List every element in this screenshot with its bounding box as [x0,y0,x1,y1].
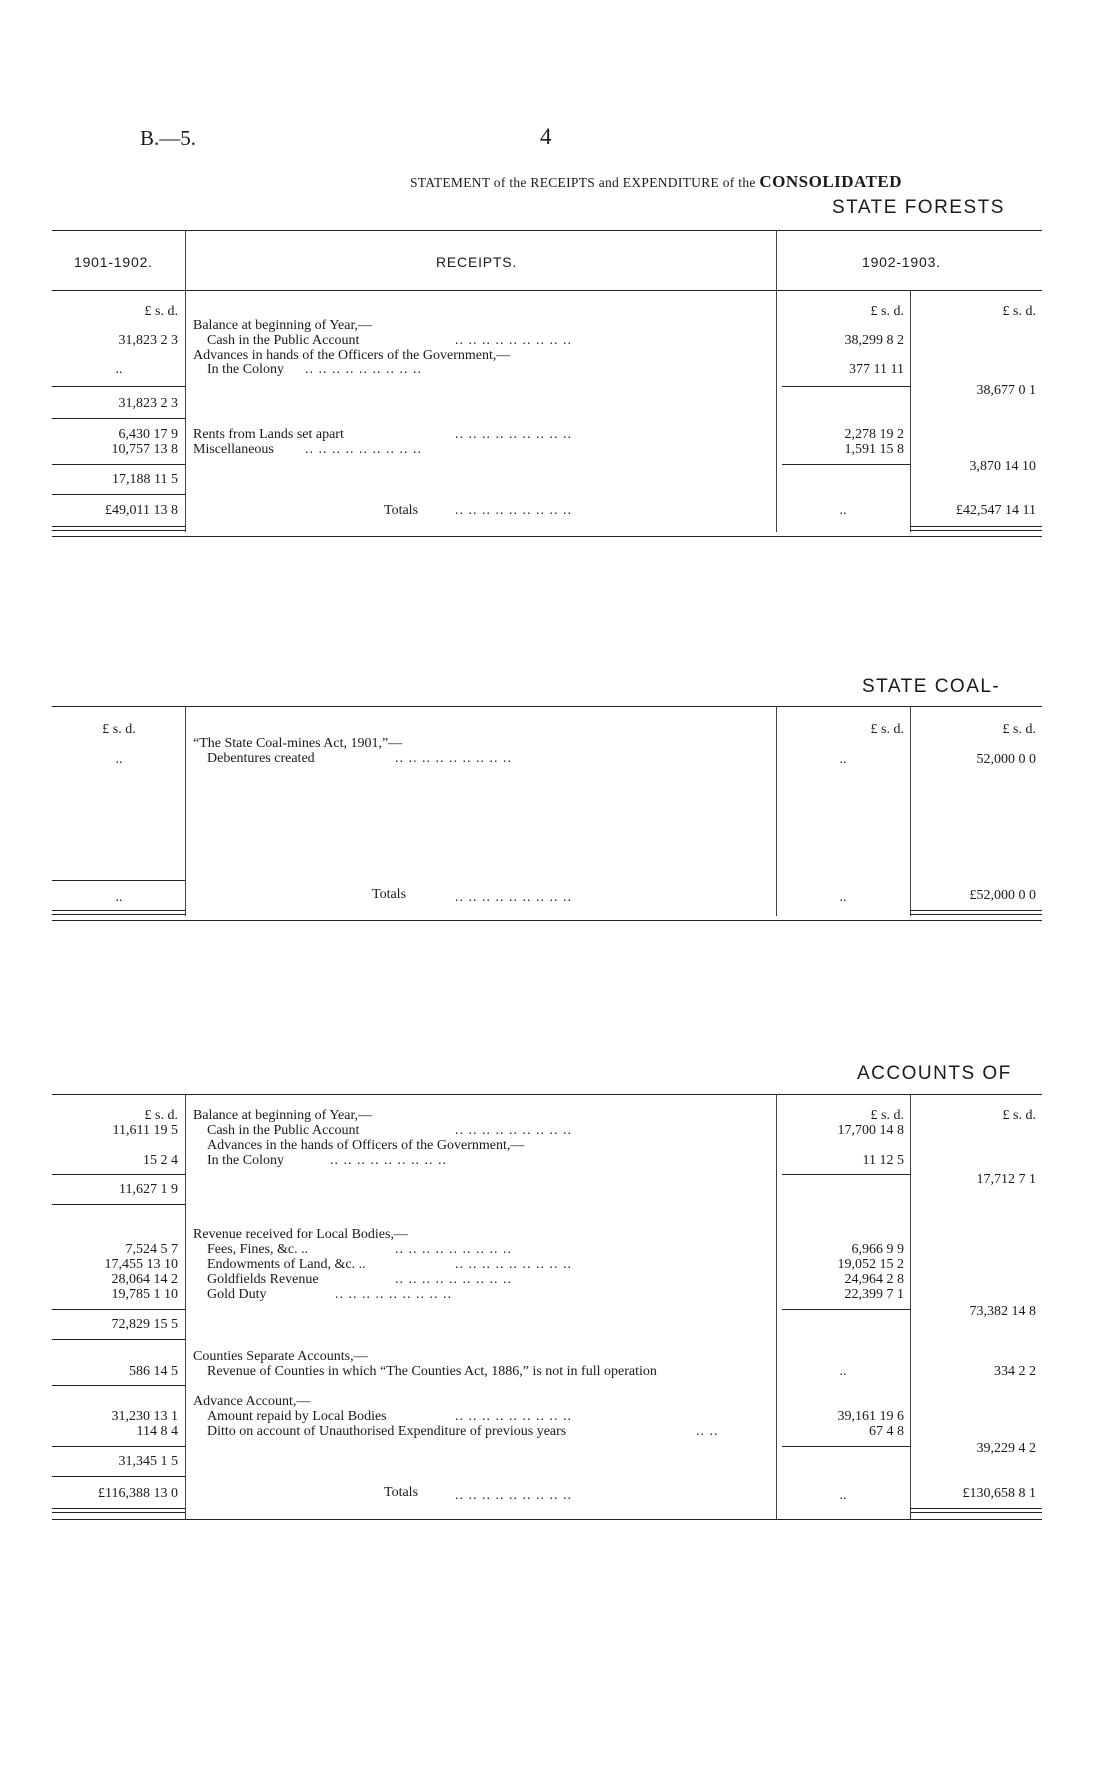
label: “The State Coal-mines Act, 1901,”— [193,736,403,751]
table-top-rule [52,230,1042,231]
totals-curr: £52,000 0 0 [969,888,1036,903]
label: Rents from Lands set apart [193,427,344,442]
value: 31,823 2 3 [118,333,178,348]
leader-dots: .. .. .. .. .. .. .. .. .. [455,1123,572,1138]
lsd-mid: £ s. d. [870,722,904,737]
value: 28,064 14 2 [111,1272,178,1287]
subtotal-rule [52,1174,185,1175]
value: 11,611 19 5 [112,1123,178,1138]
value: .. [115,752,123,767]
subtotal-rule [782,1309,910,1310]
totals-double-rule [910,910,1042,915]
value: 377 11 11 [849,362,904,377]
value: 11 12 5 [862,1153,904,1168]
table-top-rule [52,706,1042,707]
statement-heading [410,172,902,192]
totals-double-rule [52,526,185,531]
label: Cash in the Public Account [207,1123,360,1138]
col-rule [185,1094,186,1519]
value: 19,785 1 10 [111,1287,178,1302]
leader-dots: .. .. [696,1424,719,1439]
lsd-prev: £ s. d. [144,1108,178,1123]
leader-dots: .. .. .. .. .. .. .. .. .. [305,362,422,377]
subtotal-rule [782,464,910,465]
subtotal-rule [52,1385,185,1386]
totals-mid: .. [839,890,847,905]
subtotal-rule [52,494,185,495]
value: 3,870 14 10 [969,459,1036,474]
value: .. [839,752,847,767]
label: Amount repaid by Local Bodies [207,1409,387,1424]
value: 31,230 13 1 [111,1409,178,1424]
table-bottom-rule [52,920,1042,921]
totals-prev: .. [115,890,123,905]
value: 31,345 1 5 [118,1454,178,1469]
label: Advances in the hands of Officers of the Government,— [207,1138,525,1153]
value: .. [839,1364,847,1379]
value: 7,524 5 7 [125,1242,178,1257]
label: Advances in hands of the Officers of the Government,— [193,348,511,363]
lsd-curr: £ s. d. [1002,1108,1036,1123]
col-rule [776,1094,777,1519]
subtotal-rule [52,464,185,465]
col-header-1901-1902: 1901-1902. [74,254,153,270]
value: 17,700 14 8 [837,1123,904,1138]
subtotal-rule [52,1339,185,1340]
label: Debentures created [207,751,315,766]
value: 334 2 2 [994,1364,1036,1379]
col-rule [910,290,911,532]
table-bottom-rule [52,1519,1042,1520]
header-rule [52,290,1042,291]
leader-dots: .. .. .. .. .. .. .. .. .. [455,427,572,442]
value: 17,188 11 5 [112,472,178,487]
section-title-accounts-of: ACCOUNTS OF [857,1063,1012,1084]
totals-prev: £116,388 13 0 [98,1486,178,1501]
leader-dots: .. .. .. .. .. .. .. .. .. [455,333,572,348]
label: Cash in the Public Account [207,333,360,348]
value: 15 2 4 [143,1153,178,1168]
label: Advance Account,— [193,1394,311,1409]
col-rule [910,1094,911,1519]
leader-dots: .. .. .. .. .. .. .. .. .. [395,1272,512,1287]
totals-double-rule [52,1508,185,1513]
col-header-receipts: RECEIPTS. [436,254,518,270]
col-header-1902-1903: 1902-1903. [862,254,941,270]
lsd-prev: £ s. d. [102,722,136,737]
label: Miscellaneous [193,442,274,457]
value: 39,229 4 2 [976,1441,1036,1456]
value: 52,000 0 0 [976,752,1036,767]
totals-label: Totals [384,1485,419,1500]
value: 17,712 7 1 [976,1172,1036,1187]
label: Fees, Fines, &c. .. [207,1242,309,1257]
label: Goldfields Revenue [207,1272,319,1287]
label: Endowments of Land, &c. .. [207,1257,366,1272]
label: Revenue of Counties in which “The Counties Act, 1886,” is not in full operation [207,1364,657,1379]
totals-label: Totals [384,503,419,518]
subtotal-rule [782,1174,910,1175]
subtotal-rule [782,1446,910,1447]
totals-curr: £130,658 8 1 [962,1486,1036,1501]
leader-dots: .. .. .. .. .. .. .. .. .. [455,503,572,518]
subtotal-rule [782,386,910,387]
totals-curr: £42,547 14 11 [956,503,1036,518]
table-top-rule [52,1094,1042,1095]
label: Revenue received for Local Bodies,— [193,1227,408,1242]
subtotal-rule [52,386,185,387]
label: Gold Duty [207,1287,267,1302]
subtotal-rule [52,1476,185,1477]
totals-mid: .. [839,1488,847,1503]
value: 67 4 8 [869,1424,904,1439]
leader-dots: .. .. .. .. .. .. .. .. .. [455,1257,572,1272]
leader-dots: .. .. .. .. .. .. .. .. .. [395,1242,512,1257]
leader-dots: .. .. .. .. .. .. .. .. .. [305,442,422,457]
totals-label: Totals [372,887,407,902]
leader-dots: .. .. .. .. .. .. .. .. .. [455,1488,572,1503]
lsd-prev: £ s. d. [144,304,178,319]
section-title-state-coal: STATE COAL- [862,676,1001,697]
value: 10,757 13 8 [111,442,178,457]
lsd-curr: £ s. d. [1002,304,1036,319]
report-reference: B.—5. [140,126,197,150]
value: 6,966 9 9 [851,1242,904,1257]
col-rule [185,230,186,532]
statement-heading-big: CONSOLIDATED [759,172,903,191]
value: 586 14 5 [129,1364,178,1379]
statement-heading-small: STATEMENT of the RECEIPTS and EXPENDITURE of the [410,175,756,190]
leader-dots: .. .. .. .. .. .. .. .. .. [330,1153,447,1168]
leader-dots: .. .. .. .. .. .. .. .. .. [455,1409,572,1424]
totals-prev: £49,011 13 8 [105,503,178,518]
section-title-state-forests: STATE FORESTS [832,197,1005,218]
leader-dots: .. .. .. .. .. .. .. .. .. [395,751,512,766]
label: Balance at beginning of Year,— [193,1108,373,1123]
lsd-mid: £ s. d. [870,1108,904,1123]
totals-double-rule [910,526,1042,531]
value: 38,677 0 1 [976,383,1036,398]
leader-dots: .. .. .. .. .. .. .. .. .. [455,890,572,905]
value: .. [115,362,123,377]
label: Counties Separate Accounts,— [193,1349,368,1364]
value: 31,823 2 3 [118,396,178,411]
col-rule [776,230,777,532]
value: 22,399 7 1 [844,1287,904,1302]
label: In the Colony [207,1153,284,1168]
value: 38,299 8 2 [844,333,904,348]
lsd-curr: £ s. d. [1002,722,1036,737]
leader-dots: .. .. .. .. .. .. .. .. .. [335,1287,452,1302]
value: 72,829 15 5 [111,1317,178,1332]
label: In the Colony [207,362,284,377]
totals-double-rule [52,910,185,915]
value: 1,591 15 8 [844,442,904,457]
label: Ditto on account of Unauthorised Expenditure of previous years [207,1424,567,1439]
value: 11,627 1 9 [119,1182,178,1197]
col-rule [910,706,911,916]
value: 114 8 4 [136,1424,178,1439]
subtotal-rule [52,418,185,419]
totals-mid: .. [839,503,847,518]
value: 17,455 13 10 [104,1257,178,1272]
table-bottom-rule [52,536,1042,537]
lsd-mid: £ s. d. [870,304,904,319]
totals-double-rule [910,1508,1042,1513]
value: 2,278 19 2 [844,427,904,442]
value: 24,964 2 8 [844,1272,904,1287]
value: 19,052 15 2 [837,1257,904,1272]
value: 39,161 19 6 [837,1409,904,1424]
value: 6,430 17 9 [118,427,178,442]
subtotal-rule [52,880,185,881]
subtotal-rule [52,1204,185,1205]
label: Balance at beginning of Year,— [193,318,373,333]
subtotal-rule [52,1446,185,1447]
value: 73,382 14 8 [969,1304,1036,1319]
subtotal-rule [52,1309,185,1310]
page-number: 4 [540,124,552,149]
col-rule [185,706,186,916]
col-rule [776,706,777,916]
